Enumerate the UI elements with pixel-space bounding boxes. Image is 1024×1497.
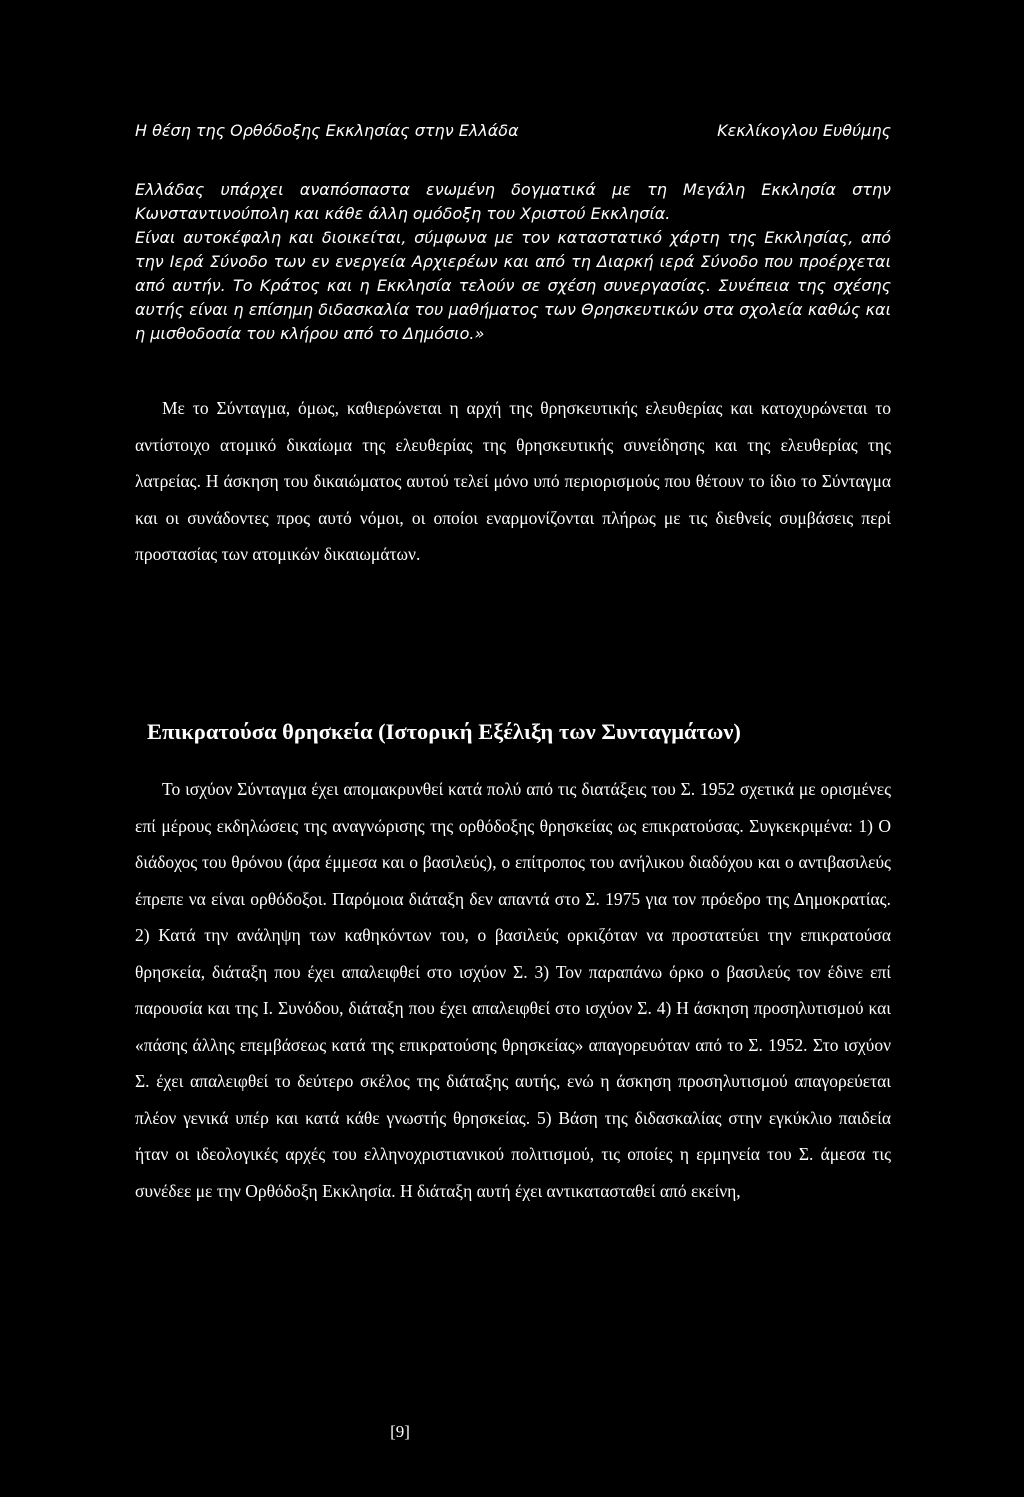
section-heading: Επικρατούσα θρησκεία (Ιστορική Εξέλιξη των Συνταγμάτων) (147, 719, 741, 744)
running-header (135, 119, 891, 143)
page-content (135, 0, 891, 1497)
body-paragraph: Με το Σύνταγμα, όμως, καθιερώνεται η αρχή της θρησκευτικής ελευθερίας και κατοχυρώνεται το αντίστοιχο ατομικό δικαίωμα της ελευθερίας της θρησκευτικής συνείδησης και της ελευθερίας της λατρείας. Η άσκηση του δικαιώματος αυτού τελεί μόνο υπό περιορισμούς που θέτουν το ίδιο το Σύνταγμα και οι συνάδοντες προς αυτό νόμοι, οι οποίοι εναρμονίζονται πλήρως με τις διεθνείς συμβάσεις περί προστασίας των ατομικών δικαιωμάτων. (135, 398, 891, 564)
header-author: Κεκλίκογλου Ευθύμης (717, 121, 891, 140)
page-number: [9] (390, 1422, 410, 1441)
header-title: Η θέση της Ορθόδοξης Εκκλησίας στην Ελλάδα (135, 121, 519, 140)
section-body (135, 771, 891, 1209)
body-text (135, 390, 891, 573)
section-paragraph: Το ισχύον Σύνταγμα έχει απομακρυνθεί κατά πολύ από τις διατάξεις του Σ. 1952 σχετικά με ορισμένες επί μέρους εκδηλώσεις της αναγνώρισης της ορθόδοξης θρησκείας ως επικρατούσας. Συγκεκριμένα: 1) Ο διάδοχος του θρόνου (άρα έμμεσα και ο βασιλεύς), ο επίτροπος του ανήλικου διαδόχου και ο αντιβασιλεύς έπρεπε να είναι ορθόδοξοι. Παρόμοια διάταξη δεν απαντά στο Σ. 1975 για τον πρόεδρο της Δημοκρατίας. 2) Κατά την ανάληψη των καθηκόντων του, ο βασιλεύς ορκιζόταν να προστατεύει την επικρατούσα θρησκεία, διάταξη που έχει απαλειφθεί στο ισχύον Σ. 3) Τον παραπάνω όρκο ο βασιλεύς τον έδινε επί παρουσία και της Ι. Συνόδου, διάταξη που έχει απαλειφθεί στο ισχύον Σ. 4) Η άσκηση προσηλυτισμού και «πάσης άλλης επεμβάσεως κατά της επικρατούσης θρησκείας» απαγορευόταν από το Σ. 1952. Στο ισχύον Σ. έχει απαλειφθεί το δεύτερο σκέλος της διάταξης αυτής, ενώ η άσκηση προσηλυτισμού απαγορεύεται πλέον γενικά υπέρ και κατά κάθε γνωστής θρησκείας. 5) Βάση της διδασκαλίας στην εγκύκλιο παιδεία ήταν οι ιδεολογικές αρχές του ελληνοχριστιανικού πολιτισμού, τις οποίες η ερμηνεία του Σ. άμεσα τις συνέδεε με την Ορθόδοξη Εκκλησία. Η διάταξη αυτή έχει αντικατασταθεί από εκείνη, (135, 779, 891, 1201)
quote-paragraph-1: Ελλάδας υπάρχει αναπόσπαστα ενωμένη δογματικά με τη Μεγάλη Εκκλησία στην Κωνσταντινούπολη και κάθε άλλη ομόδοξη του Χριστού Εκκλησία. (135, 180, 891, 223)
quote-paragraph-2: Είναι αυτοκέφαλη και διοικείται, σύμφωνα με τον καταστατικό χάρτη της Εκκλησίας, από την Ιερά Σύνοδο των εν ενεργεία Αρχιερέων και από τη Διαρκή ιερά Σύνοδο που προέρχεται από αυτήν. Το Κράτος και η Εκκλησία τελούν σε σχέση συνεργασίας. Συνέπεια της σχέσης αυτής είναι η επίσημη διδασκαλία του μαθήματος των Θρησκευτικών στα σχολεία καθώς και η μισθοδοσία του κλήρου από το Δημόσιο.» (135, 228, 891, 343)
quoted-passage (135, 178, 891, 346)
